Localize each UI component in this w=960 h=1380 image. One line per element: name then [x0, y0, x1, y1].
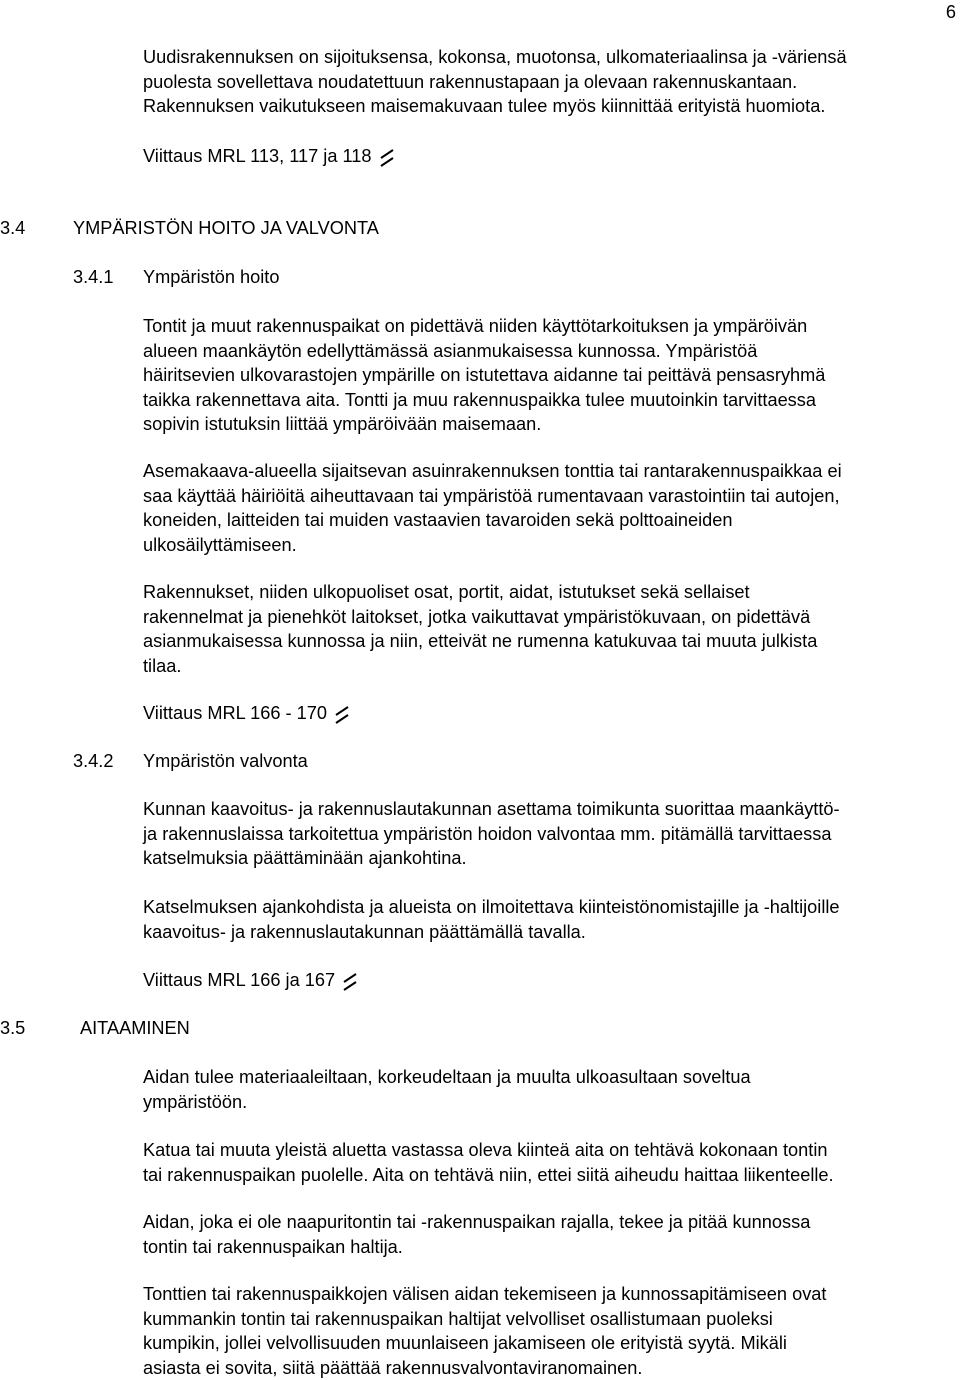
text-line: ulkosäilyttämiseen.	[143, 533, 955, 558]
subsection-heading-3-4-1	[73, 265, 113, 290]
text-line: häiritsevien ulkovarastojen ympärille on istutettava aidanne tai peittävä pensasryhmä	[143, 363, 955, 388]
intro-line: Rakennuksen vaikutukseen maisemakuvaan tulee myös kiinnittää erityistä huomiota.	[143, 94, 955, 119]
text-line: kummankin tontin tai rakennuspaikan haltijat velvolliset osallistumaan puoleksi	[143, 1307, 955, 1332]
text-line: asiasta ei sovita, siitä päättää rakennusvalvontaviranomainen.	[143, 1356, 955, 1380]
section-heading-3-5	[0, 1016, 25, 1041]
reference-text: Viittaus MRL 166 - 170	[143, 703, 327, 723]
law-reference-1	[143, 144, 955, 169]
section-title: AITAAMINEN	[80, 1016, 190, 1041]
text-line: Tonttien tai rakennuspaikkojen välisen aidan tekemiseen ja kunnossapitämiseen ovat	[143, 1282, 955, 1307]
section-heading-3-4	[0, 216, 25, 241]
text-line: Asemakaava-alueella sijaitsevan asuinrakennuksen tonttia tai rantarakennuspaikkaa ei	[143, 459, 955, 484]
paragraph-3-4-1-b	[143, 459, 955, 557]
text-line: Aidan tulee materiaaleiltaan, korkeudeltaan ja muulta ulkoasultaan soveltua	[143, 1065, 955, 1090]
paragraph-3-5-d	[143, 1282, 955, 1380]
text-line: Aidan, joka ei ole naapuritontin tai -rakennuspaikan rajalla, tekee ja pitää kunnossa	[143, 1210, 955, 1235]
text-line: katselmuksia päättäminään ajankohtina.	[143, 846, 955, 871]
intro-line: puolesta sovellettava noudatettuun rakennustapaan ja olevaan rakennuskantaan.	[143, 70, 955, 95]
text-line: tontin tai rakennuspaikan haltija.	[143, 1235, 955, 1260]
text-line: Katua tai muuta yleistä aluetta vastassa oleva kiinteä aita on tehtävä kokonaan tontin	[143, 1138, 955, 1163]
subsection-number: 3.4.2	[73, 751, 113, 771]
text-line: saa käyttää häiriöitä aiheuttavaan tai ympäristöä rumentavaan varastointiin tai autojen,	[143, 484, 955, 509]
section-sign-icon	[335, 703, 349, 725]
text-line: ja rakennuslaissa tarkoitettua ympäristön hoidon valvontaa mm. pitämällä tarvittaessa	[143, 822, 955, 847]
text-line: taikka rakennettava aita. Tontti ja muu rakennuspaikka tulee muutoinkin tarvittaessa	[143, 388, 955, 413]
text-line: tilaa.	[143, 654, 955, 679]
section-number: 3.4	[0, 218, 25, 238]
paragraph-3-4-2-a	[143, 797, 955, 871]
text-line: kumpikin, jollei velvollisuuden muunlaiseen jakamiseen ole erityistä syytä. Mikäli	[143, 1331, 955, 1356]
text-line: rakennelmat ja pienehköt laitokset, jotka vaikuttavat ympäristökuvaan, on pidettävä	[143, 605, 955, 630]
paragraph-3-5-c	[143, 1210, 955, 1259]
subsection-number: 3.4.1	[73, 267, 113, 287]
text-line: ympäristöön.	[143, 1090, 955, 1115]
reference-text: Viittaus MRL 166 ja 167	[143, 970, 335, 990]
section-sign-icon	[380, 146, 394, 168]
text-line: Kunnan kaavoitus- ja rakennuslautakunnan asettama toimikunta suorittaa maankäyttö-	[143, 797, 955, 822]
paragraph-3-5-b	[143, 1138, 955, 1187]
text-line: kaavoitus- ja rakennuslautakunnan päättämällä tavalla.	[143, 920, 955, 945]
text-line: Katselmuksen ajankohdista ja alueista on ilmoitettava kiinteistönomistajille ja -haltijoille	[143, 895, 955, 920]
paragraph-3-4-2-b	[143, 895, 955, 944]
paragraph-3-4-1-a	[143, 314, 955, 437]
reference-text: Viittaus MRL 113, 117 ja 118	[143, 146, 372, 166]
section-number: 3.5	[0, 1018, 25, 1038]
text-line: Rakennukset, niiden ulkopuoliset osat, portit, aidat, istutukset sekä sellaiset	[143, 580, 955, 605]
text-line: sopivin istutuksin liittää ympäröivään maisemaan.	[143, 412, 955, 437]
subsection-title: Ympäristön hoito	[143, 265, 279, 290]
intro-paragraph	[143, 45, 955, 119]
law-reference-2	[143, 701, 955, 726]
section-sign-icon	[343, 970, 357, 992]
subsection-title: Ympäristön valvonta	[143, 749, 308, 774]
subsection-heading-3-4-2	[73, 749, 113, 774]
intro-line: Uudisrakennuksen on sijoituksensa, kokonsa, muotonsa, ulkomateriaalinsa ja -väriensä	[143, 45, 955, 70]
text-line: tai rakennuspaikan puolelle. Aita on tehtävä niin, ettei siitä aiheudu haittaa liikenteelle.	[143, 1163, 955, 1188]
text-line: koneiden, laitteiden tai muiden vastaavien tavaroiden sekä polttoaineiden	[143, 508, 955, 533]
page-number: 6	[946, 0, 956, 25]
paragraph-3-5-a	[143, 1065, 955, 1114]
paragraph-3-4-1-c	[143, 580, 955, 678]
text-line: Tontit ja muut rakennuspaikat on pidettävä niiden käyttötarkoituksen ja ympäröivän	[143, 314, 955, 339]
law-reference-3	[143, 968, 955, 993]
text-line: alueen maankäytön edellyttämässä asianmukaisessa kunnossa. Ympäristöä	[143, 339, 955, 364]
text-line: asianmukaisessa kunnossa ja niin, etteivät ne rumenna katukuvaa tai muuta julkista	[143, 629, 955, 654]
section-title: YMPÄRISTÖN HOITO JA VALVONTA	[73, 216, 379, 241]
